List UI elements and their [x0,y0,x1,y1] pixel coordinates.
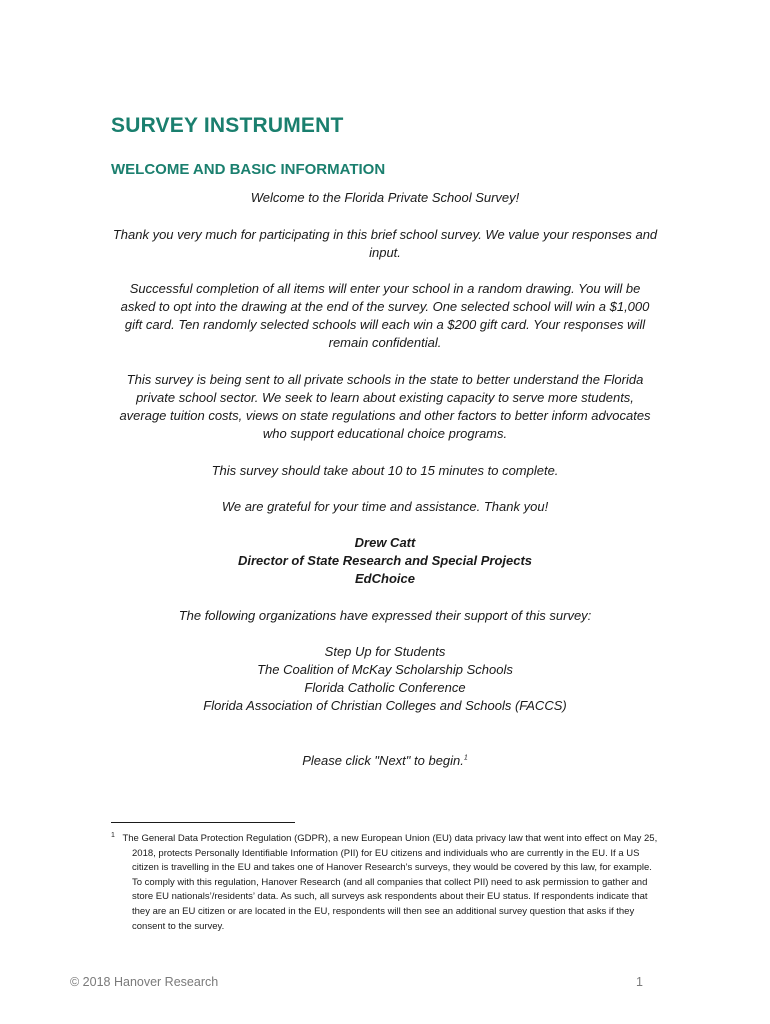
signature-organization: EdChoice [355,571,415,586]
footnote: $^1$ The General Data Protection Regulation (GDPR), a new European Union (EU) data privacy law that went into effect on May 25, 2018, protects Personally Identifiable Information (PII) for EU citizens and individuals who are currently in the EU. If a US citizen is travelling in the EU and takes one of Hanover Research’s surveys, they would be covered by this law, for example. To comply with this regulation, Hanover Research (and all companies that collect PII) need to ask permission to gather and store EU nationals’/residents’ data. As such, all surveys ask respondents about their EU status. If respondents indicate that they are an EU citizen or are located in the EU, respondents will then see an additional survey question that asks if they consent to the survey. [111,831,658,932]
welcome-line: Welcome to the Florida Private School Survey! [250,190,520,205]
supporters-list [111,643,659,715]
supporter-item: Florida Association of Christian Colleges and Schools (FACCS) [203,698,567,713]
section-heading: WELCOME AND BASIC INFORMATION [111,161,386,178]
document-title: SURVEY INSTRUMENT [111,114,344,137]
grateful-line: We are grateful for your time and assistance. Thank you! [221,499,549,514]
footnote-text: The General Data Protection Regulation (GDPR), a new European Union (EU) data privacy law that went into effect on May 25, 2018, protects Personally Identifiable Information (PII) for EU citizens and individuals who are currently in the EU. If a US citizen is travelling in the EU and takes one of Hanover Research’s surveys, they would be covered by this law, for example. To comply with this regulation, Hanover Research (and all companies that collect PII) need to ask permission to gather and store EU nationals’/residents’ data. As such, all surveys ask respondents about their EU status. If respondents indicate that they are an EU citizen or are located in the EU, respondents will then see an additional survey question that asks if they consent to the survey. [122,833,658,932]
footnote-reference: 1 [463,754,468,762]
supporter-item: Step Up for Students [324,644,446,659]
begin-instruction [111,752,659,770]
footnote-divider [111,822,295,823]
supporters-intro: The following organizations have expressed their support of this survey: [178,608,592,623]
supporter-item: The Coalition of McKay Scholarship Schools [257,662,513,677]
page-number: 1 [636,975,643,989]
thanks-paragraph: Thank you very much for participating in this brief school survey. We value your responses and input. [112,227,658,260]
begin-line: Please click "Next" to begin. [302,753,464,768]
drawing-paragraph: Successful completion of all items will enter your school in a random drawing. You will be asked to opt into the drawing at the end of the survey. One selected school will win a $1,000 gift card. Ten randomly selected schools will each win a $200 gift card. Your responses will remain confidential. [120,281,650,350]
supporter-item: Florida Catholic Conference [304,680,466,695]
signature-block [111,534,659,588]
signature-name: Drew Catt [354,535,416,550]
purpose-paragraph: This survey is being sent to all private schools in the state to better understand the Florida private school sector. We seek to learn about existing capacity to serve more students, average tuition costs, views on state regulations and other factors to better inform advocates who support educational choice programs. [119,372,651,441]
footer-copyright: © 2018 Hanover Research [70,975,219,989]
duration-line: This survey should take about 10 to 15 minutes to complete. [211,463,559,478]
signature-role: Director of State Research and Special Projects [237,553,533,568]
